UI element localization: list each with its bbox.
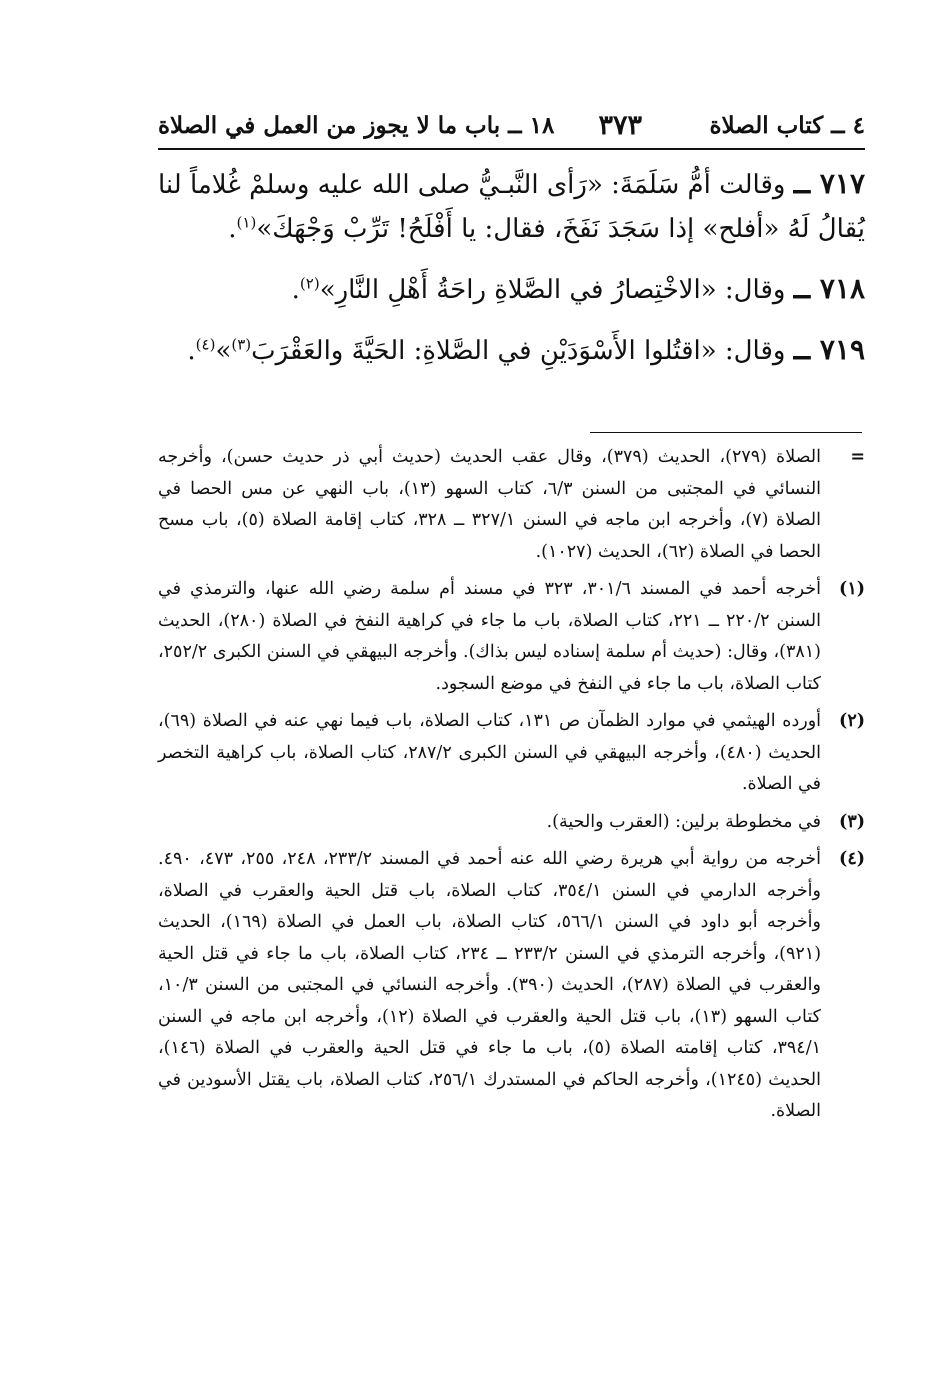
- footnote-text: أخرجه من رواية أبي هريرة رضي الله عنه أحمد في المسند ٢٣٣/٢، ٢٤٨، ٢٥٥، ٤٧٣، ٤٩٠. وأخرجه الدارمي في السنن ٣٥٤/١، كتاب الصلاة، باب قتل الحية والعقرب في الصلاة، وأخرجه أبو داود في السنن ٥٦٦/١، كتاب الصلاة، باب العمل في الصلاة (١٦٩)، الحديث (٩٢١)، وأخرجه الترمذي في السنن ٢٣٣/٢ ــ ٢٣٤، كتاب الصلاة، باب ما جاء في قتل الحية والعقرب في الصلاة (٢٨٧)، الحديث (٣٩٠). وأخرجه النسائي في المجتبى من السنن ١٠/٣، كتاب السهو (١٣)، باب قتل الحية والعقرب في الصلاة (١٢)، وأخرجه ابن ماجه في السنن ٣٩٤/١، كتاب إقامته الصلاة (٥)، باب ما جاء في قتل الحية والعقرب في الصلاة (١٤٦)، الحديث (١٢٤٥)، وأخرجه الحاكم في المستدرك ٢٥٦/١، كتاب الصلاة، باب يقتل الأسودين في الصلاة.: [158, 849, 822, 1121]
- footnote-mark: (٣): [839, 811, 865, 832]
- hadith-end: .: [291, 275, 300, 305]
- hadith-number: ٧١٧ ــ: [793, 167, 865, 200]
- hadith-718: [158, 267, 865, 312]
- main-text: [158, 162, 865, 373]
- running-header: [158, 108, 865, 144]
- hadith-text-close: »: [215, 336, 232, 366]
- footnote-ref: (٢): [299, 274, 320, 293]
- hadith-text: وقال: «الاخْتِصارُ في الصَّلاةِ راحَةُ أَهْلِ النَّارِ»: [319, 275, 786, 305]
- footnote-mark: =: [850, 447, 865, 467]
- hadith-717: [158, 162, 865, 251]
- page-number: ٣٧٣: [598, 110, 642, 141]
- footnote-ref: (٣): [231, 335, 252, 354]
- hadith-end: .: [228, 214, 237, 244]
- chapter-title: ٤ ــ كتاب الصلاة: [709, 112, 865, 139]
- footnote-mark: (٢): [839, 711, 865, 731]
- footnote-1: [158, 574, 865, 700]
- footnote-mark: (٤): [839, 849, 865, 869]
- footnote-ref: (٤): [195, 335, 216, 354]
- footnote-ref: (١): [236, 213, 257, 232]
- hadith-end: .: [187, 336, 196, 366]
- footnotes: [158, 442, 865, 1134]
- footnote-mark: (١): [839, 579, 865, 599]
- hadith-number: ٧١٩ ــ: [793, 333, 865, 366]
- hadith-text: وقال: «اقتُلوا الأَسْوَدَيْنِ في الصَّلاةِ: الحَيَّةَ والعَقْرَبَ: [251, 336, 786, 366]
- footnote-text: في مخطوطة برلين: (العقرب والحية).: [546, 811, 821, 832]
- footnote-2: [158, 706, 865, 801]
- footnote-4: [158, 844, 865, 1128]
- hadith-number: ٧١٨ ــ: [793, 272, 865, 305]
- hadith-719: [158, 328, 865, 373]
- header-rule: [158, 148, 865, 150]
- hadith-text: وقالت أمُّ سَلَمَةَ: «رَأى النَّبـيُّ صلى الله عليه وسلمْ غُلاماً لنا يُقالُ لَهُ «أفلح» إذا سَجَدَ نَفَخَ، فقال: يا أَفْلَحُ! تَرِّبْ وَجْهَكَ»: [157, 170, 865, 244]
- footnote-text: أخرجه أحمد في المسند ٣٠١/٦، ٣٢٣ في مسند أم سلمة رضي الله عنها، والترمذي في السنن ٢٢٠/٢ ــ ٢٢١، كتاب الصلاة، باب ما جاء في كراهية النفخ في الصلاة (٢٨٠)، الحديث (٣٨١)، وقال: (حديث أم سلمة إسناده ليس بذاك). وأخرجه البيهقي في السنن الكبرى ٢٥٢/٢، كتاب الصلاة، باب ما جاء في النفخ في موضع السجود.: [158, 579, 821, 694]
- footnote-3: [158, 807, 865, 839]
- section-title: ١٨ ــ باب ما لا يجوز من العمل في الصلاة: [158, 112, 555, 139]
- footnote-text: الصلاة (٢٧٩)، الحديث (٣٧٩)، وقال عقب الحديث (حديث أبي ذر حديث حسن)، وأخرجه النسائي في المجتبى من السنن ٦/٣، كتاب السهو (١٣)، باب النهي عن مس الحصا في الصلاة (٧)، وأخرجه ابن ماجه في السنن ٣٢٧/١ ــ ٣٢٨، كتاب إقامة الصلاة (٥)، باب مسح الحصا في الصلاة (٦٢)، الحديث (١٠٢٧).: [158, 447, 822, 562]
- footnote-rule: [590, 432, 862, 433]
- footnote-continued: [158, 442, 865, 568]
- footnote-text: أورده الهيثمي في موارد الظمآن ص ١٣١، كتاب الصلاة، باب فيما نهي عنه في الصلاة (٦٩)، الحديث (٤٨٠)، وأخرجه البيهقي في السنن الكبرى ٢٨٧/٢، كتاب الصلاة، باب كراهية التخصر في الصلاة.: [158, 711, 822, 794]
